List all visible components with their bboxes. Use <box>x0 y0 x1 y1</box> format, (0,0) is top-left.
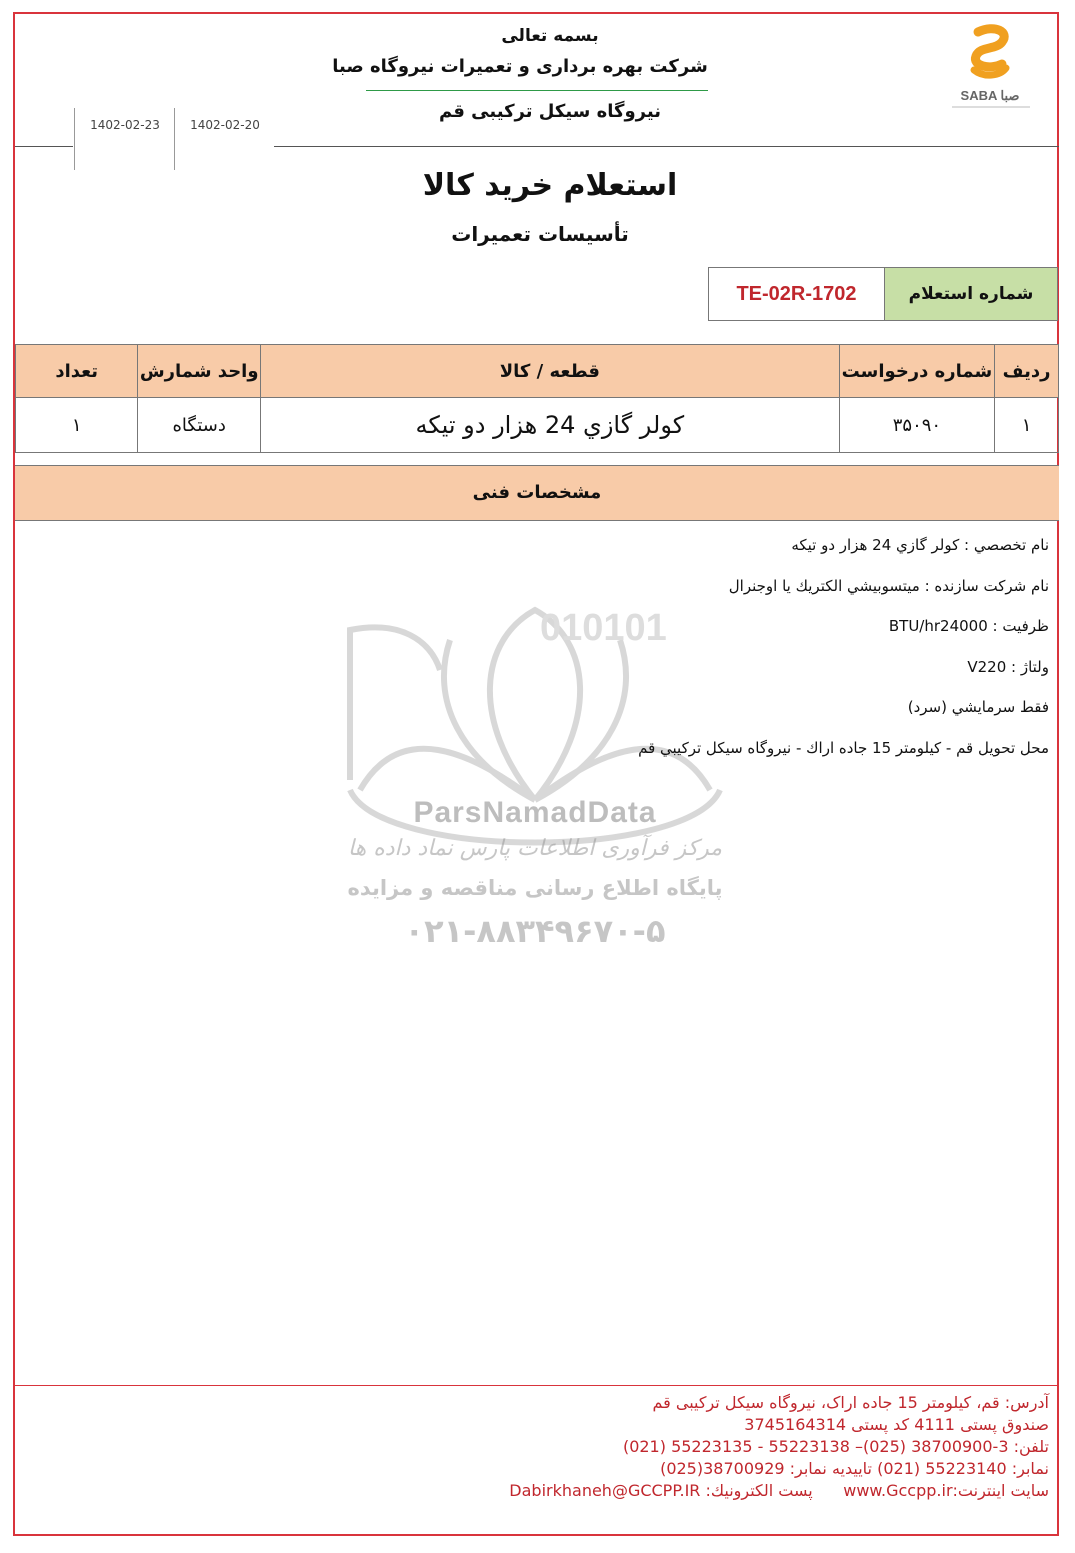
spec-line: ولتاژ : V220 <box>967 657 1049 676</box>
col-row-header: ردیف <box>995 345 1059 398</box>
watermark-brand: ParsNamadData <box>413 796 657 829</box>
footer <box>149 1392 1049 1502</box>
inquiry-number-label: شماره استعلام <box>884 267 1058 321</box>
watermark-phone: ۰۲۱-۸۸۳۴۹۶۷۰-۵ <box>404 912 666 950</box>
col-request-header: شماره درخواست <box>839 345 994 398</box>
website-link[interactable]: www.Gccpp.ir <box>843 1481 953 1500</box>
page-subtitle: تأسیسات تعمیرات <box>451 222 629 246</box>
website-label: سایت اینترنت: <box>952 1481 1049 1500</box>
page-title: استعلام خرید کالا <box>422 168 678 203</box>
col-unit-header: واحد شمارش <box>138 345 261 398</box>
cell-unit: دستگاه <box>138 398 261 453</box>
email-link[interactable]: Dabirkhaneh@GCCPP.IR <box>509 1481 701 1500</box>
col-qty-header: تعداد <box>16 345 138 398</box>
footer-address: آدرس: قم، کیلومتر 15 جاده اراک، نیروگاه سیکل ترکیبی قم <box>652 1393 1049 1412</box>
saba-logo <box>940 22 1040 122</box>
watermark-line2: پایگاه اطلاع رسانی مناقصه و مزایده <box>347 876 723 900</box>
cell-request-no: ۳۵۰۹۰ <box>839 398 994 453</box>
header-rule-right <box>274 146 1059 147</box>
footer-phone: تلفن: 3-38700900 (025)– 55223138 - 55223135 (021) <box>622 1437 1049 1456</box>
inquiry-number-value: TE-02R-1702 <box>708 267 885 321</box>
email-label: پست الكترونيك: <box>705 1481 813 1500</box>
basmala: بسمه تعالی <box>501 26 599 46</box>
company-name: شرکت بهره برداری و تعمیرات نیروگاه صبا <box>332 56 708 77</box>
date-field-1: 1402-02-20 <box>174 108 275 170</box>
table-row <box>16 398 1059 453</box>
footer-divider <box>15 1385 1059 1386</box>
header-rule-left <box>15 146 73 147</box>
cell-qty: ۱ <box>16 398 138 453</box>
spec-line: نام تخصصي : كولر گازي 24 هزار دو تيكه <box>791 536 1049 554</box>
spec-line: ظرفيت : BTU/hr24000 <box>888 617 1049 635</box>
footer-fax: نمابر: 55223140 (021) تاییدیه نمابر: 38700929(025) <box>660 1459 1049 1478</box>
specs-heading: مشخصات فنی <box>15 465 1059 521</box>
footer-postal: صندوق پستی 4111 کد پستی 3745164314 <box>744 1415 1049 1434</box>
watermark-binary: 010101 <box>540 607 667 649</box>
watermark-line1: مرکز فرآوری اطلاعات پارس نماد داده ها <box>347 836 723 861</box>
spec-line: فقط سرمايشي (سرد) <box>907 698 1049 716</box>
cell-row: ۱ <box>995 398 1059 453</box>
col-goods-header: قطعه / کالا <box>260 345 839 398</box>
spec-line: محل تحويل قم - كيلومتر 15 جاده اراك - نيروگاه سيكل تركيبي قم <box>638 738 1049 757</box>
items-table <box>15 344 1059 453</box>
footer-web-email <box>149 1480 1049 1502</box>
cell-goods: كولر گازي 24 هزار دو تيكه <box>260 398 839 453</box>
plant-name: نیروگاه سیکل ترکیبی قم <box>439 101 661 122</box>
svg-text:SABA صبا: SABA صبا <box>960 88 1020 103</box>
specs-list <box>349 534 1049 777</box>
spec-line: نام شركت سازنده : ميتسوبيشي الكتريك يا اوجنرال <box>728 576 1049 595</box>
date-field-2: 1402-02-23 <box>74 108 175 170</box>
header-divider <box>366 90 708 91</box>
